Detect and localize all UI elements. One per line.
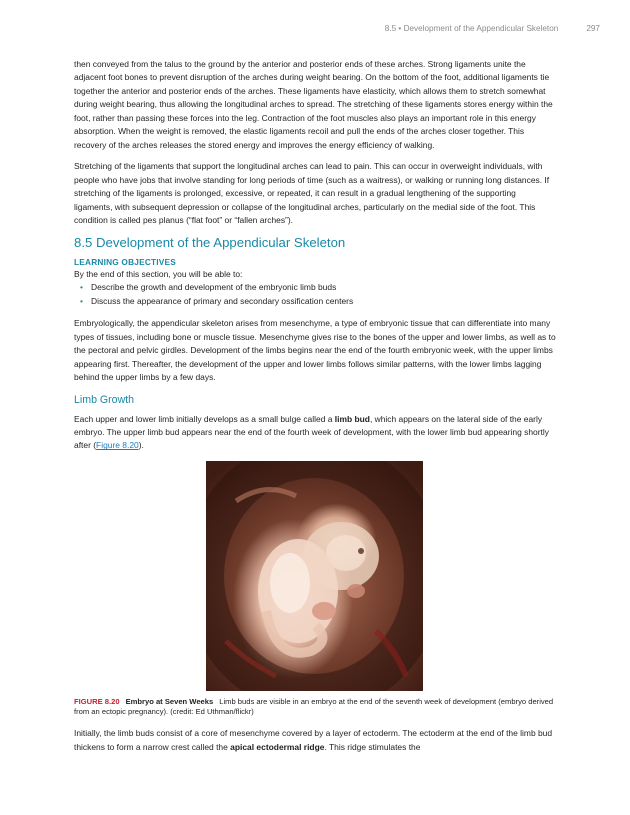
paragraph-text: ).: [138, 440, 144, 451]
paragraph-text: , which appears on the lateral side of the early embryo. The upper limb bud appears near the end of the fourth week of development, with the lower limb bud appearing shortly after (: [74, 413, 549, 451]
key-term-limb-bud: limb bud: [334, 413, 370, 424]
key-term-apical-ectodermal-ridge: apical ectodermal ridge: [230, 741, 325, 752]
section-title: 8.5 Development of the Appendicular Skeleton: [74, 235, 346, 251]
learning-objective-text: Describe the growth and development of the embryonic limb buds: [91, 282, 337, 293]
learning-objectives-heading: LEARNING OBJECTIVES: [74, 257, 176, 268]
figure-caption-text: Limb buds are visible in an embryo at the end of the seventh week of development (embryo derived from an ectopic pregnancy). (credit: Ed Uthman/flickr): [74, 696, 554, 717]
paragraph-pes-planus: Stretching of the ligaments that support the longitudinal arches can lead to pain. This can occur in overweight individuals, with people who have jobs that involve standing for long periods of time (such as a waitress), or walking or running long distances. If stretching of the ligaments is prolonged, excessive, or repeated, it can result in a gradual lengthening of the supporting ligaments, with subsequent depression or collapse of the longitudinal arches, particularly on the medial side of the foot. This condition is called pes planus (“flat foot” or “fallen arches”).: [74, 161, 550, 225]
figure-number: FIGURE 8.20: [74, 696, 120, 706]
paragraph-embryology: Embryologically, the appendicular skeleton arises from mesenchyme, a type of embryonic tissue that can differentiate into many types of tissues, including bone or muscle tissue. Mesenchyme gives rise to the bones of the upper and lower limbs, as well as to the pectoral and pelvic girdles. Development of the limbs begins near the end of the fourth embryonic week, with the upper limbs appearing first. Thereafter, the development of the upper and lower limbs follows similar patterns, with the lower limbs lagging behind the upper limbs by a few days.: [74, 318, 556, 383]
learning-objectives-list: [74, 281, 556, 308]
embryo-illustration: [206, 461, 423, 691]
figure-caption: [74, 697, 556, 718]
figure-title: Embryo at Seven Weeks: [125, 696, 214, 706]
limb-growth-heading: Limb Growth: [74, 393, 135, 406]
paragraph-text: Initially, the limb buds consist of a core of mesenchyme covered by a layer of ectoderm. The ectoderm at the end of the limb bud thickens to form a narrow crest called the: [74, 728, 553, 752]
running-title: 8.5 • Development of the Appendicular Skeleton: [384, 24, 559, 33]
paragraph-apical-ridge: [74, 727, 556, 754]
bullet-icon: •: [80, 282, 83, 293]
main-content: [74, 58, 556, 762]
learning-objectives-intro: By the end of this section, you will be able to:: [74, 269, 243, 280]
paragraph-limb-bud: [74, 413, 556, 453]
paragraph-text: Each upper and lower limb initially develops as a small bulge called a: [74, 413, 335, 424]
learning-objective-item: [74, 295, 556, 308]
embryo-photo: [206, 461, 423, 691]
learning-objective-item: [74, 281, 556, 294]
paragraph-arches-continued: then conveyed from the talus to the ground by the anterior and posterior ends of these arches. Strong ligaments unite the adjacent foot bones to prevent disruption of the arches during weight bearing. On the bottom of the foot, additional ligaments tie together the anterior and posterior ends of the arches. These ligaments have elasticity, which allows them to stretch somewhat during weight bearing, thus allowing the longitudinal arches to spread. The stretching of these ligaments stores energy within the foot, rather than passing these forces into the leg. Contraction of the foot muscles also plays an important role in this energy absorption. When the weight is removed, the elastic ligaments recoil and pull the ends of the arches closer together. This recovery of the arches releases the stored energy and improves the energy efficiency of walking.: [74, 59, 553, 150]
paragraph-text: . This ridge stimulates the: [324, 741, 421, 752]
running-header: [385, 24, 600, 33]
figure-link[interactable]: Figure 8.20: [96, 440, 139, 451]
page-number: 297: [586, 24, 600, 33]
learning-objective-text: Discuss the appearance of primary and secondary ossification centers: [91, 295, 354, 306]
bullet-icon: •: [80, 295, 83, 306]
